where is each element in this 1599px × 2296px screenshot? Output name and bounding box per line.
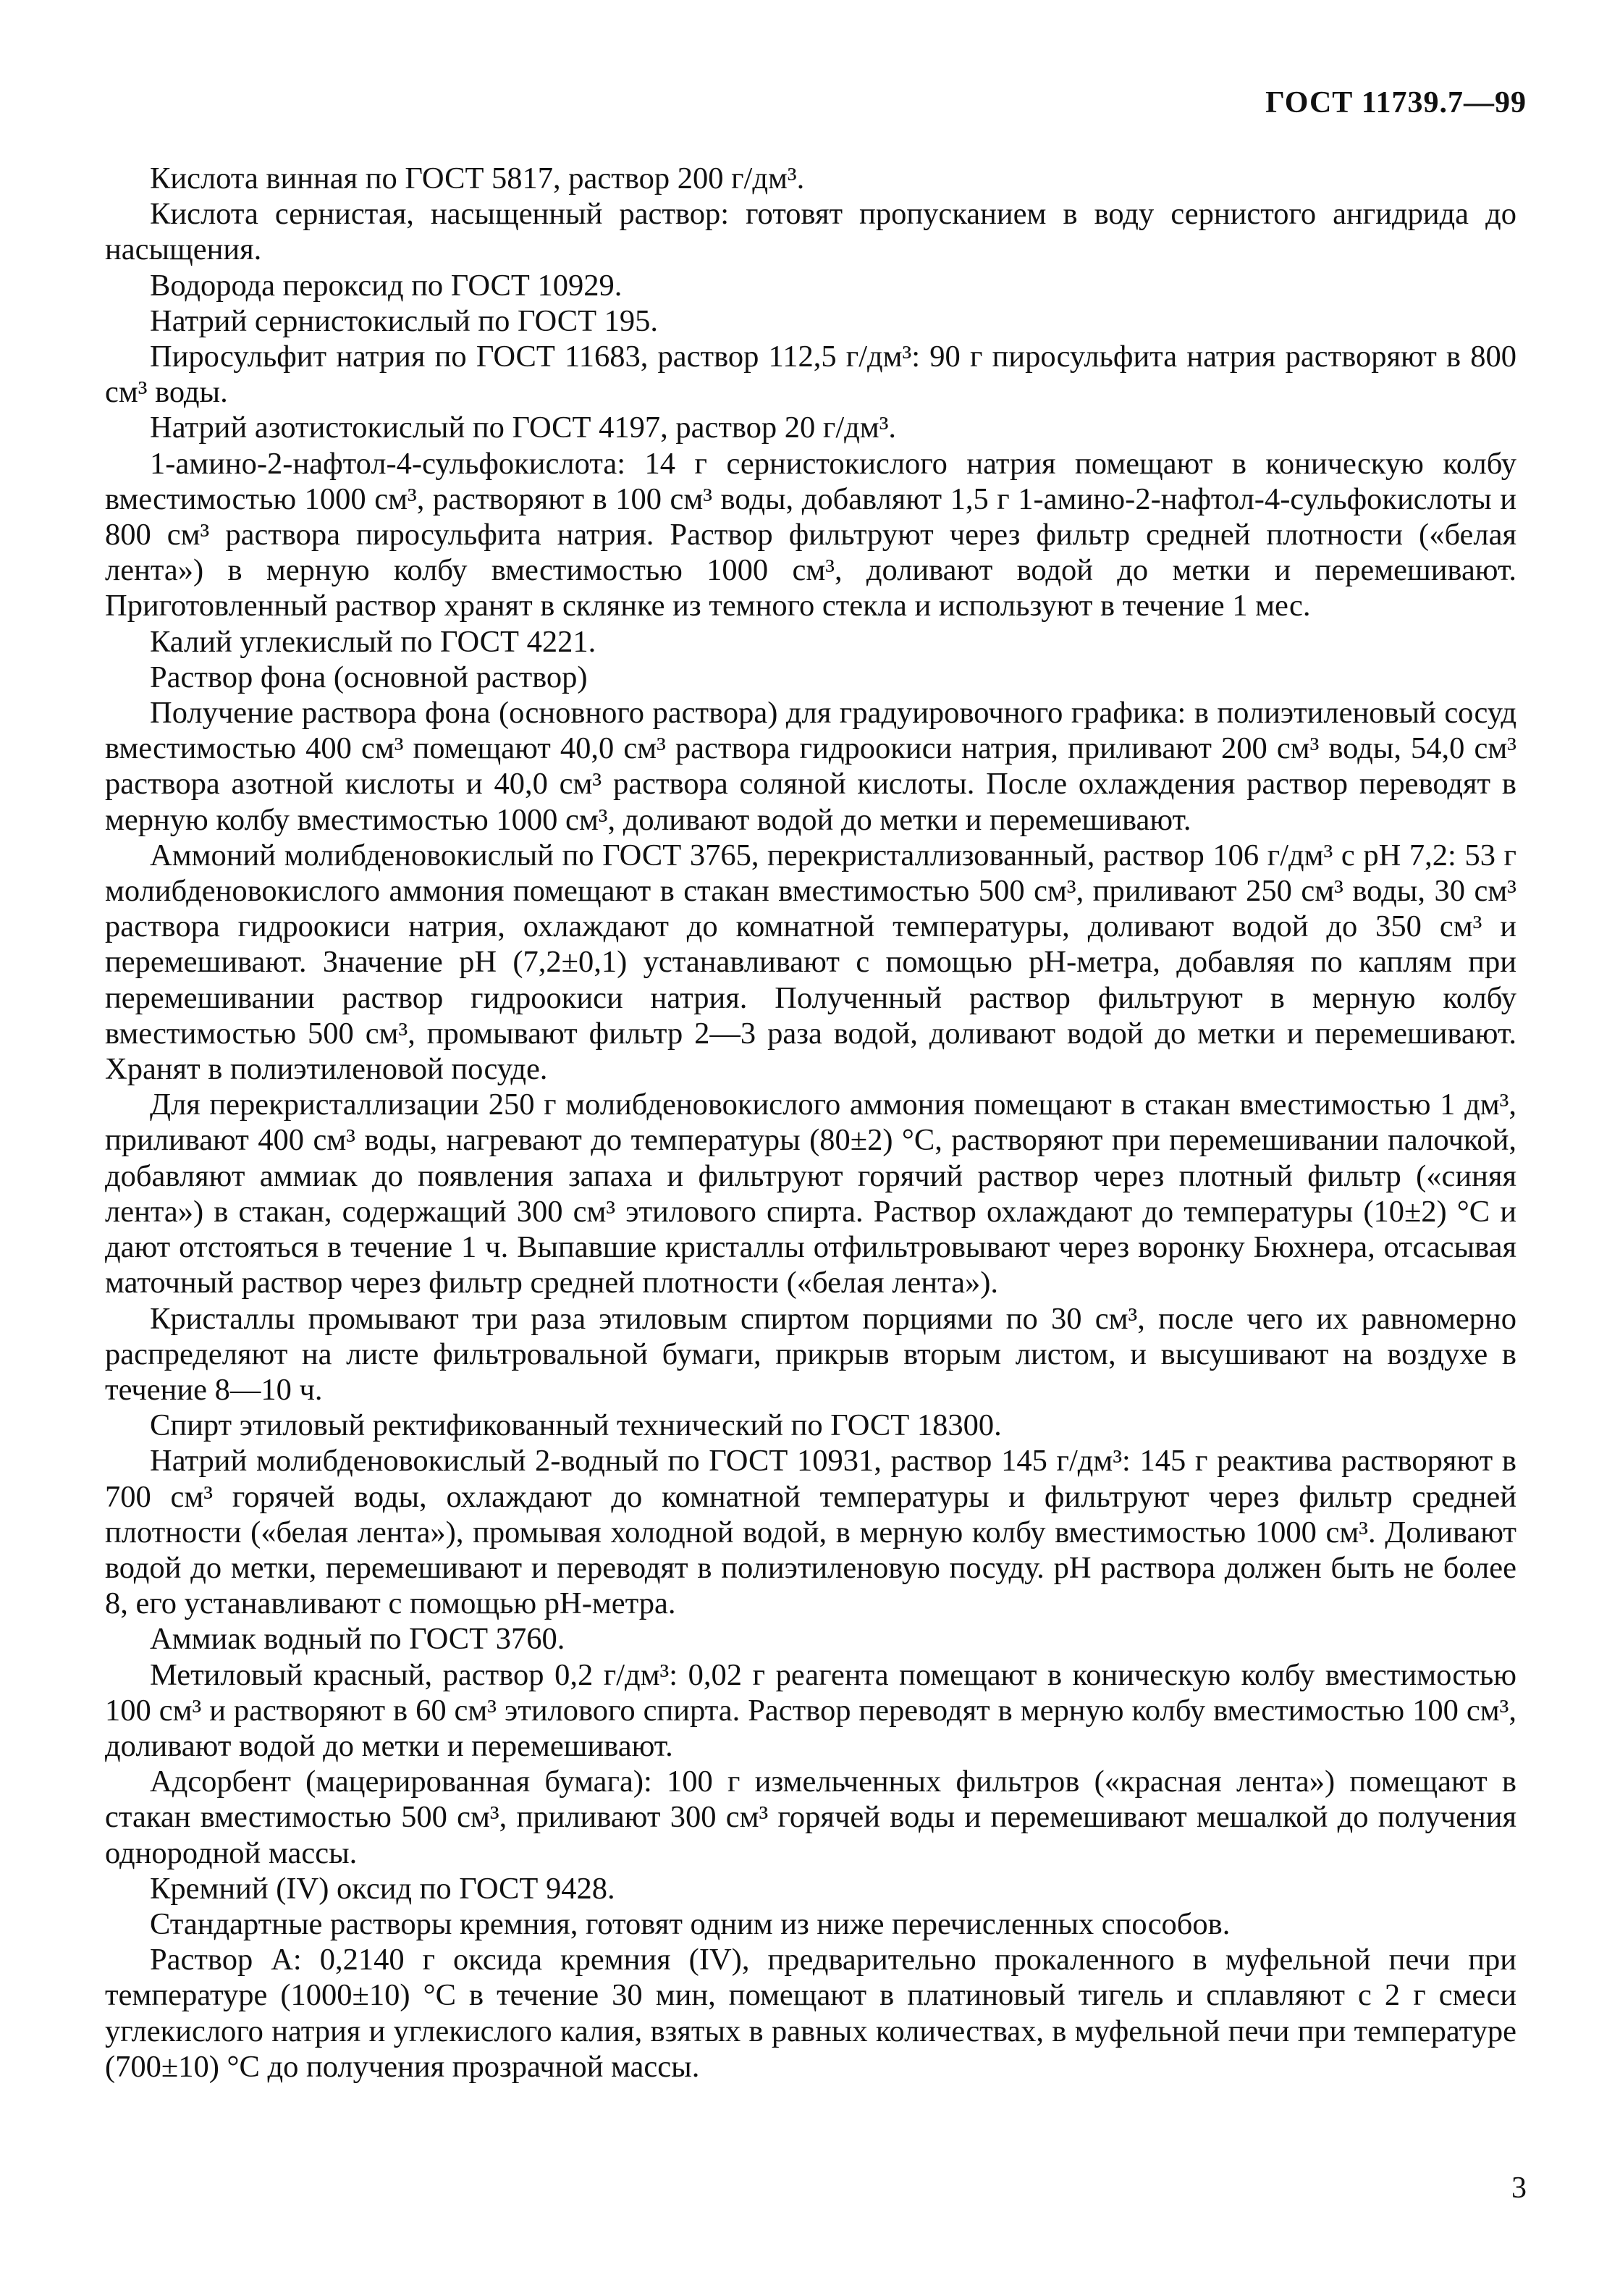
paragraph-adsorbent: Адсорбент (мацерированная бумага): 100 г измельченных фильтров («красная лента») помещают в стакан вместимостью 500 см³, приливают 300 см³ горячей воды и перемешивают мешалкой до получения однородной массы. [105, 1765, 1516, 1870]
paragraph-solution-a: Раствор А: 0,2140 г оксида кремния (IV), предварительно прокаленного в муфельной печи при температуре (1000±10) °С в течение 30 мин, помещают в платиновый тигель и сплавляют с 2 г смеси углекислого натрия и углекислого калия, взятых в равных количествах, в муфельной печи при температуре (700±10) °С до получения прозрачной массы. [105, 1943, 1516, 2084]
paragraph-ethyl-alcohol: Спирт этиловый ректификованный технический по ГОСТ 18300. [150, 1408, 1002, 1443]
paragraph-background-solution-preparation: Получение раствора фона (основного раствора) для градуировочного графика: в полиэтиленовый сосуд вместимостью 400 см³ помещают 40,0 см³ раствора гидроокиси натрия, приливают 200 см³ воды, 54,0 см³ раствора азотной кислоты и 40,0 см³ раствора соляной кислоты. После охлаждения раствор переводят в мерную колбу вместимостью 1000 см³, доливают водой до метки и перемешивают. [105, 696, 1516, 837]
paragraph-standard-solutions: Стандартные растворы кремния, готовят одним из ниже перечисленных способов. [150, 1906, 1231, 1941]
document-body [105, 161, 1516, 2085]
paragraph-amino-naphthol-sulfonic-acid: 1-амино-2-нафтол-4-сульфокислота: 14 г сернистокислого натрия помещают в коническую колбу вместимостью 1000 см³, растворяют в 100 см³ воды, добавляют 1,5 г 1-амино-2-нафтол-4-сульфокислоты и 800 см³ раствора пиросульфита натрия. Раствор фильтруют через фильтр средней плотности («белая лента») в мерную колбу вместимостью 1000 см³, доливают водой до метки и перемешивают. Приготовленный раствор хранят в склянке из темного стекла и используют в течение 1 мес. [105, 446, 1516, 623]
paragraph-sodium-molybdate: Натрий молибденовокислый 2-водный по ГОСТ 10931, раствор 145 г/дм³: 145 г реактива растворяют в 700 см³ горячей воды, охлаждают до комнатной температуры и фильтруют через фильтр средней плотности («белая лента»), промывая холодной водой, в мерную колбу вместимостью 1000 см³. Доливают водой до метки, перемешивают и переводят в полиэтиленовую посуду. рН раствора должен быть не более 8, его устанавливают с помощью рН-метра. [105, 1444, 1516, 1621]
paragraph-sodium-nitrite: Натрий азотистокислый по ГОСТ 4197, раствор 20 г/дм³. [150, 411, 897, 445]
paragraph-potassium-carbonate: Калий углекислый по ГОСТ 4221. [150, 624, 596, 659]
paragraph-sodium-pyrosulfite: Пиросульфит натрия по ГОСТ 11683, раствор 112,5 г/дм³: 90 г пиросульфита натрия растворяют в 800 см³ воды. [105, 340, 1516, 410]
paragraph-methyl-red: Метиловый красный, раствор 0,2 г/дм³: 0,02 г реагента помещают в коническую колбу вместимостью 100 см³ и растворяют в 60 см³ этилового спирта. Раствор переводят в мерную колбу вместимостью 100 см³, доливают водой до метки и перемешивают. [105, 1657, 1516, 1763]
paragraph-sodium-sulfite: Натрий сернистокислый по ГОСТ 195. [150, 303, 659, 338]
paragraph-ammonium-molybdate: Аммоний молибденовокислый по ГОСТ 3765, перекристаллизованный, раствор 106 г/дм³ с рН 7,2: 53 г молибденовокислого аммония помещают в стакан вместимостью 500 см³, приливают 250 см³ воды, 30 см³ раствора гидроокиси натрия, охлаждают до комнатной температуры, доливают водой до 350 см³ и перемешивают. Значение рН (7,2±0,1) устанавливают с помощью рН-метра, добавляя по каплям при перемешивании раствор гидроокиси натрия. Полученный раствор фильтруют в мерную колбу вместимостью 500 см³, промывают фильтр 2—3 раза водой, доливают водой до метки и перемешивают. Хранят в полиэтиленовой посуде. [105, 838, 1516, 1087]
paragraph-recrystallization: Для перекристаллизации 250 г молибденовокислого аммония помещают в стакан вместимостью 1 дм³, приливают 400 см³ воды, нагревают до температуры (80±2) °С, растворяют при перемешивании палочкой, добавляют аммиак до появления запаха и фильтруют горячий раствор через плотный фильтр («синяя лента») в стакан, содержащий 300 см³ этилового спирта. Раствор охлаждают до температуры (10±2) °С и дают отстояться в течение 1 ч. Выпавшие кристаллы отфильтровывают через воронку Бюхнера, отсасывая маточный раствор через фильтр средней плотности («белая лента»). [105, 1088, 1516, 1300]
paragraph-hydrogen-peroxide: Водорода пероксид по ГОСТ 10929. [150, 268, 623, 303]
page-number: 3 [1511, 2171, 1527, 2205]
paragraph-aqueous-ammonia: Аммиак водный по ГОСТ 3760. [150, 1622, 565, 1657]
paragraph-tartaric-acid: Кислота винная по ГОСТ 5817, раствор 200 г/дм³. [150, 161, 805, 195]
paragraph-crystals-washing: Кристаллы промывают три раза этиловым спиртом порциями по 30 см³, после чего их равномерно распределяют на листе фильтровальной бумаги, прикрыв вторым листом, и высушивают на воздухе в течение 8—10 ч. [105, 1301, 1516, 1407]
paragraph-silicon-oxide: Кремний (IV) оксид по ГОСТ 9428. [150, 1871, 615, 1906]
paragraph-sulfurous-acid: Кислота сернистая, насыщенный раствор: готовят пропусканием в воду сернистого ангидрида до насыщения. [105, 197, 1516, 267]
paragraph-background-solution-title: Раствор фона (основной раствор) [150, 660, 588, 694]
document-header: ГОСТ 11739.7—99 [1265, 86, 1527, 119]
